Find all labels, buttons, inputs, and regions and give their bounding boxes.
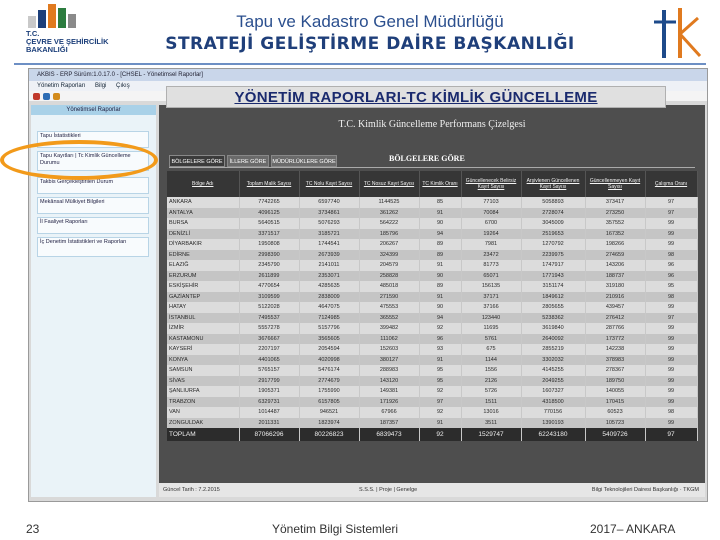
table-row[interactable] (167, 208, 697, 219)
value-cell: 89 (419, 281, 461, 292)
value-cell: 85 (419, 197, 461, 208)
value-cell: 185796 (359, 229, 419, 240)
value-cell: 5557278 (239, 323, 299, 334)
highlight-oval (0, 140, 158, 180)
total-value-cell: 6839473 (359, 428, 419, 441)
current-date: Güncel Tarih : 7.2.2015 (163, 487, 220, 493)
value-cell: 4285635 (299, 281, 359, 292)
value-cell: 92 (419, 386, 461, 397)
footer-right-text: 2017– ANKARA (590, 522, 676, 536)
value-cell: 5122028 (239, 302, 299, 313)
value-cell: 3185721 (299, 229, 359, 240)
footer-links[interactable]: S.S.S. | Proje | Genelge (359, 487, 418, 493)
value-cell: 99 (645, 218, 697, 229)
value-cell: 89 (419, 250, 461, 261)
region-name-cell: TRABZON (167, 397, 239, 408)
value-cell: 37166 (461, 302, 521, 313)
value-cell: 99 (645, 355, 697, 366)
footer-center-text: Yönetim Bilgi Sistemleri (272, 522, 399, 536)
value-cell: 91 (419, 355, 461, 366)
value-cell: 273250 (585, 208, 645, 219)
value-cell: 485018 (359, 281, 419, 292)
table-row[interactable] (167, 229, 697, 240)
value-cell: 1744541 (299, 239, 359, 250)
table-row[interactable] (167, 355, 697, 366)
column-header[interactable]: Çalışma Oranı (645, 171, 697, 197)
value-cell: 2519653 (521, 229, 585, 240)
value-cell: 11695 (461, 323, 521, 334)
value-cell: 96 (419, 334, 461, 345)
region-name-cell: ANTALYA (167, 208, 239, 219)
value-cell: 319180 (585, 281, 645, 292)
table-total-row (167, 428, 697, 441)
value-cell: 93 (419, 344, 461, 355)
value-cell: 5076293 (299, 218, 359, 229)
value-cell: 3109599 (239, 292, 299, 303)
header-divider (14, 63, 706, 65)
value-cell: 99 (645, 397, 697, 408)
value-cell: 5640515 (239, 218, 299, 229)
performance-table (167, 171, 697, 441)
value-cell: 2141011 (299, 260, 359, 271)
value-cell: 1511 (461, 397, 521, 408)
total-value-cell: 62243180 (521, 428, 585, 441)
value-cell: 65071 (461, 271, 521, 282)
region-name-cell: ZONGULDAK (167, 418, 239, 429)
table-row[interactable] (167, 260, 697, 271)
value-cell: 274659 (585, 250, 645, 261)
menu-item-exit[interactable]: Çıkış (116, 83, 130, 89)
value-cell: 373417 (585, 197, 645, 208)
value-cell: 5726 (461, 386, 521, 397)
table-row[interactable] (167, 344, 697, 355)
region-name-cell: ESKİŞEHİR (167, 281, 239, 292)
nav-item-tapu-istatistikleri[interactable]: Tapu İstatistikleri (37, 131, 149, 148)
value-cell: 2611899 (239, 271, 299, 282)
value-cell: 167352 (585, 229, 645, 240)
total-label-cell: TOPLAM (167, 428, 239, 441)
value-cell: 143120 (359, 376, 419, 387)
value-cell: 4647075 (299, 302, 359, 313)
region-name-cell: VAN (167, 407, 239, 418)
value-cell: 361262 (359, 208, 419, 219)
value-cell: 143206 (585, 260, 645, 271)
slide-footer (0, 516, 720, 540)
value-cell: 2239975 (521, 250, 585, 261)
value-cell: 5765157 (239, 365, 299, 376)
value-cell: 2774679 (299, 376, 359, 387)
table-row[interactable] (167, 376, 697, 387)
value-cell: 123440 (461, 313, 521, 324)
table-row[interactable] (167, 197, 697, 208)
region-name-cell: DİYARBAKIR (167, 239, 239, 250)
table-row[interactable] (167, 313, 697, 324)
total-value-cell: 87066296 (239, 428, 299, 441)
value-cell: 97 (645, 313, 697, 324)
value-cell: 81773 (461, 260, 521, 271)
value-cell: 3371517 (239, 229, 299, 240)
value-cell: 23472 (461, 250, 521, 261)
table-row[interactable] (167, 418, 697, 429)
value-cell: 19264 (461, 229, 521, 240)
value-cell: 2353071 (299, 271, 359, 282)
value-cell: 7495537 (239, 313, 299, 324)
region-name-cell: SİVAS (167, 376, 239, 387)
table-row[interactable] (167, 271, 697, 282)
value-cell: 91 (419, 418, 461, 429)
value-cell: 6700 (461, 218, 521, 229)
column-header[interactable]: Arşivlenen Güncellenen Kayıt Sayısı (521, 171, 585, 197)
value-cell: 3619840 (521, 323, 585, 334)
value-cell: 4401065 (239, 355, 299, 366)
value-cell: 210916 (585, 292, 645, 303)
value-cell: 91 (419, 208, 461, 219)
value-cell: 2917799 (239, 376, 299, 387)
value-cell: 67966 (359, 407, 419, 418)
value-cell: 3565605 (299, 334, 359, 345)
value-cell: 99 (645, 229, 697, 240)
value-cell: 187357 (359, 418, 419, 429)
table-row[interactable] (167, 218, 697, 229)
value-cell: 99 (645, 376, 697, 387)
value-cell: 2049255 (521, 376, 585, 387)
value-cell: 140055 (585, 386, 645, 397)
value-cell: 198266 (585, 239, 645, 250)
value-cell: 1950808 (239, 239, 299, 250)
table-row[interactable] (167, 239, 697, 250)
value-cell: 189750 (585, 376, 645, 387)
value-cell: 278367 (585, 365, 645, 376)
value-cell: 276412 (585, 313, 645, 324)
print-icon[interactable] (53, 93, 60, 100)
value-cell: 97 (645, 197, 697, 208)
region-name-cell: BURSA (167, 218, 239, 229)
total-value-cell: 80226823 (299, 428, 359, 441)
report-viewer (159, 105, 705, 497)
column-header[interactable]: Güncellenecek Belirsiz Kayıt Sayısı (461, 171, 521, 197)
ministry-logo-mark (26, 2, 86, 28)
footer-credit: Bilgi Teknolojileri Dairesi Başkanlığı · TKGM (591, 487, 699, 493)
value-cell: 152603 (359, 344, 419, 355)
column-header[interactable]: Güncellenmeyen Kayıt Sayısı (585, 171, 645, 197)
value-cell: 89 (419, 239, 461, 250)
value-cell: 3045009 (521, 218, 585, 229)
value-cell: 5157796 (299, 323, 359, 334)
value-cell: 5476174 (299, 365, 359, 376)
value-cell: 142238 (585, 344, 645, 355)
value-cell: 5238362 (521, 313, 585, 324)
value-cell: 96 (645, 271, 697, 282)
value-cell: 6329731 (239, 397, 299, 408)
value-cell: 6157805 (299, 397, 359, 408)
value-cell: 7981 (461, 239, 521, 250)
value-cell: 91 (419, 292, 461, 303)
value-cell: 60523 (585, 407, 645, 418)
column-header[interactable]: TC Kimlik Oranı (419, 171, 461, 197)
value-cell: 2838009 (299, 292, 359, 303)
value-cell: 90 (419, 302, 461, 313)
value-cell: 475553 (359, 302, 419, 313)
value-cell: 2640092 (521, 334, 585, 345)
value-cell: 1607327 (521, 386, 585, 397)
region-name-cell: KONYA (167, 355, 239, 366)
value-cell: 4096125 (239, 208, 299, 219)
value-cell: 1823974 (299, 418, 359, 429)
value-cell: 2207197 (239, 344, 299, 355)
value-cell: 149381 (359, 386, 419, 397)
tab-illere-gore[interactable]: İLLERE GÖRE (227, 155, 269, 167)
value-cell: 2054594 (299, 344, 359, 355)
value-cell: 380127 (359, 355, 419, 366)
value-cell: 1144525 (359, 197, 419, 208)
value-cell: 6597740 (299, 197, 359, 208)
region-name-cell: SAMSUN (167, 365, 239, 376)
value-cell: 90 (419, 218, 461, 229)
value-cell: 564222 (359, 218, 419, 229)
value-cell: 1144 (461, 355, 521, 366)
value-cell: 99 (645, 365, 697, 376)
value-cell: 1390193 (521, 418, 585, 429)
value-cell: 99 (645, 334, 697, 345)
value-cell: 7742265 (239, 197, 299, 208)
region-name-cell: GAZİANTEP (167, 292, 239, 303)
region-name-cell: EDİRNE (167, 250, 239, 261)
value-cell: 156135 (461, 281, 521, 292)
value-cell: 5761 (461, 334, 521, 345)
value-cell: 99 (645, 418, 697, 429)
value-cell: 94 (419, 229, 461, 240)
value-cell: 98 (645, 250, 697, 261)
ministry-logo-text: T.C. ÇEVRE VE ŞEHİRCİLİK BAKANLIĞI (26, 29, 109, 54)
table-row[interactable] (167, 250, 697, 261)
value-cell: 90 (419, 271, 461, 282)
value-cell: 204579 (359, 260, 419, 271)
value-cell: 1755990 (299, 386, 359, 397)
value-cell: 2345790 (239, 260, 299, 271)
value-cell: 1747917 (521, 260, 585, 271)
value-cell: 378983 (585, 355, 645, 366)
value-cell: 2126 (461, 376, 521, 387)
value-cell: 3151174 (521, 281, 585, 292)
slide-banner: YÖNETİM RAPORLARI-TC KİMLİK GÜNCELLEME (166, 86, 666, 108)
value-cell: 439457 (585, 302, 645, 313)
value-cell: 770156 (521, 407, 585, 418)
value-cell: 97 (419, 397, 461, 408)
total-value-cell: 97 (645, 428, 697, 441)
value-cell: 1771943 (521, 271, 585, 282)
value-cell: 2998390 (239, 250, 299, 261)
ministry-logo (14, 2, 124, 64)
value-cell: 188737 (585, 271, 645, 282)
table-row[interactable] (167, 323, 697, 334)
report-title: T.C. Kimlik Güncelleme Performans Çizelgesi (338, 119, 526, 130)
total-value-cell: 5409726 (585, 428, 645, 441)
value-cell: 2011331 (239, 418, 299, 429)
region-name-cell: KASTAMONU (167, 334, 239, 345)
value-cell: 3302032 (521, 355, 585, 366)
value-cell: 399482 (359, 323, 419, 334)
table-row[interactable] (167, 386, 697, 397)
column-header[interactable]: Bölge Adı (167, 171, 239, 197)
nav-item-il-faaliyet[interactable]: İl Faaliyet Raporları (37, 217, 149, 234)
value-cell: 170415 (585, 397, 645, 408)
value-cell: 365552 (359, 313, 419, 324)
table-row[interactable] (167, 397, 697, 408)
total-value-cell: 92 (419, 428, 461, 441)
value-cell: 92 (419, 407, 461, 418)
value-cell: 2673939 (299, 250, 359, 261)
value-cell: 70084 (461, 208, 521, 219)
region-name-cell: İZMİR (167, 323, 239, 334)
active-tab-heading: BÖLGELERE GÖRE (389, 154, 465, 163)
region-name-cell: ELAZIĞ (167, 260, 239, 271)
value-cell: 95 (419, 376, 461, 387)
table-row[interactable] (167, 292, 697, 303)
value-cell: 99 (645, 239, 697, 250)
value-cell: 2805655 (521, 302, 585, 313)
column-header[interactable]: TC Nolu Kayıt Sayısı (299, 171, 359, 197)
value-cell: 1014487 (239, 407, 299, 418)
window-titlebar: AKBIS - ERP Sürüm:1.0.17.0 - [CHSEL - Yönetimsel Raporlar] (29, 69, 707, 81)
region-name-cell: İSTANBUL (167, 313, 239, 324)
value-cell: 37171 (461, 292, 521, 303)
home-icon[interactable] (33, 93, 40, 100)
value-cell: 7124985 (299, 313, 359, 324)
menu-item-reports[interactable]: Yönetim Raporları (37, 83, 86, 89)
value-cell: 3734861 (299, 208, 359, 219)
column-header[interactable]: Toplam Malik Sayısı (239, 171, 299, 197)
region-name-cell: HATAY (167, 302, 239, 313)
value-cell: 3676667 (239, 334, 299, 345)
region-name-cell: ŞANLIURFA (167, 386, 239, 397)
page-title: Tapu ve Kadastro Genel Müdürlüğü (236, 12, 504, 31)
table-row[interactable] (167, 365, 697, 376)
value-cell: 105723 (585, 418, 645, 429)
value-cell: 98 (645, 292, 697, 303)
value-cell: 1270792 (521, 239, 585, 250)
value-cell: 4770654 (239, 281, 299, 292)
value-cell: 946521 (299, 407, 359, 418)
table-row[interactable] (167, 281, 697, 292)
value-cell: 2855219 (521, 344, 585, 355)
value-cell: 95 (645, 281, 697, 292)
value-cell: 4020998 (299, 355, 359, 366)
page-number: 23 (26, 522, 40, 536)
value-cell: 111062 (359, 334, 419, 345)
value-cell: 5058893 (521, 197, 585, 208)
value-cell: 95 (419, 365, 461, 376)
value-cell: 287766 (585, 323, 645, 334)
menu-item-info[interactable]: Bilgi (95, 83, 107, 89)
value-cell: 99 (645, 344, 697, 355)
value-cell: 271590 (359, 292, 419, 303)
value-cell: 77103 (461, 197, 521, 208)
nav-item-takbis[interactable]: Takbis Gerçekleştirilen Durum (37, 177, 149, 194)
value-cell: 357552 (585, 218, 645, 229)
table-row[interactable] (167, 302, 697, 313)
nav-item-mekansal-mulkiyet[interactable]: Mekânsal Mülkiyet Bilgileri (37, 197, 149, 214)
table-body (167, 197, 697, 441)
refresh-icon[interactable] (43, 93, 50, 100)
region-name-cell: DENİZLİ (167, 229, 239, 240)
nav-item-ic-denetim[interactable]: İç Denetim İstatistikleri ve Raporları (37, 237, 149, 257)
value-cell: 1905371 (239, 386, 299, 397)
report-footer (159, 483, 705, 497)
value-cell: 99 (645, 302, 697, 313)
value-cell: 258828 (359, 271, 419, 282)
table-row[interactable] (167, 334, 697, 345)
value-cell: 98 (645, 407, 697, 418)
panel-header: Yönetimsel Raporlar (31, 105, 156, 115)
value-cell: 1849612 (521, 292, 585, 303)
value-cell: 173772 (585, 334, 645, 345)
page-subtitle: STRATEJİ GELİŞTİRME DAİRE BAŞKANLIĞI (165, 34, 575, 54)
region-name-cell: KAYSERİ (167, 344, 239, 355)
column-header[interactable]: TC Nosuz Kayıt Sayısı (359, 171, 419, 197)
value-cell: 3511 (461, 418, 521, 429)
value-cell: 92 (419, 323, 461, 334)
tab-divider (169, 167, 695, 168)
region-name-cell: ANKARA (167, 197, 239, 208)
value-cell: 94 (419, 313, 461, 324)
tab-mudurluklere-gore[interactable]: MÜDÜRLÜKLERE GÖRE (271, 155, 337, 167)
value-cell: 13016 (461, 407, 521, 418)
tkgm-logo (650, 4, 704, 62)
table-row[interactable] (167, 407, 697, 418)
value-cell: 206267 (359, 239, 419, 250)
table-header-row (167, 171, 697, 197)
application-window (28, 68, 708, 502)
total-value-cell: 1529747 (461, 428, 521, 441)
value-cell: 99 (645, 386, 697, 397)
value-cell: 91 (419, 260, 461, 271)
value-cell: 171926 (359, 397, 419, 408)
value-cell: 2728074 (521, 208, 585, 219)
nav-item-tc-kimlik-guncelleme[interactable]: Tapu Kayıtları | Tc Kimlik Güncelleme Durumu (37, 151, 149, 171)
value-cell: 99 (645, 323, 697, 334)
value-cell: 96 (645, 260, 697, 271)
value-cell: 4318500 (521, 397, 585, 408)
tab-bolgelere-gore[interactable]: BÖLGELERE GÖRE (169, 155, 225, 167)
value-cell: 1556 (461, 365, 521, 376)
value-cell: 675 (461, 344, 521, 355)
value-cell: 324399 (359, 250, 419, 261)
region-name-cell: ERZURUM (167, 271, 239, 282)
value-cell: 4145255 (521, 365, 585, 376)
value-cell: 288983 (359, 365, 419, 376)
value-cell: 97 (645, 208, 697, 219)
